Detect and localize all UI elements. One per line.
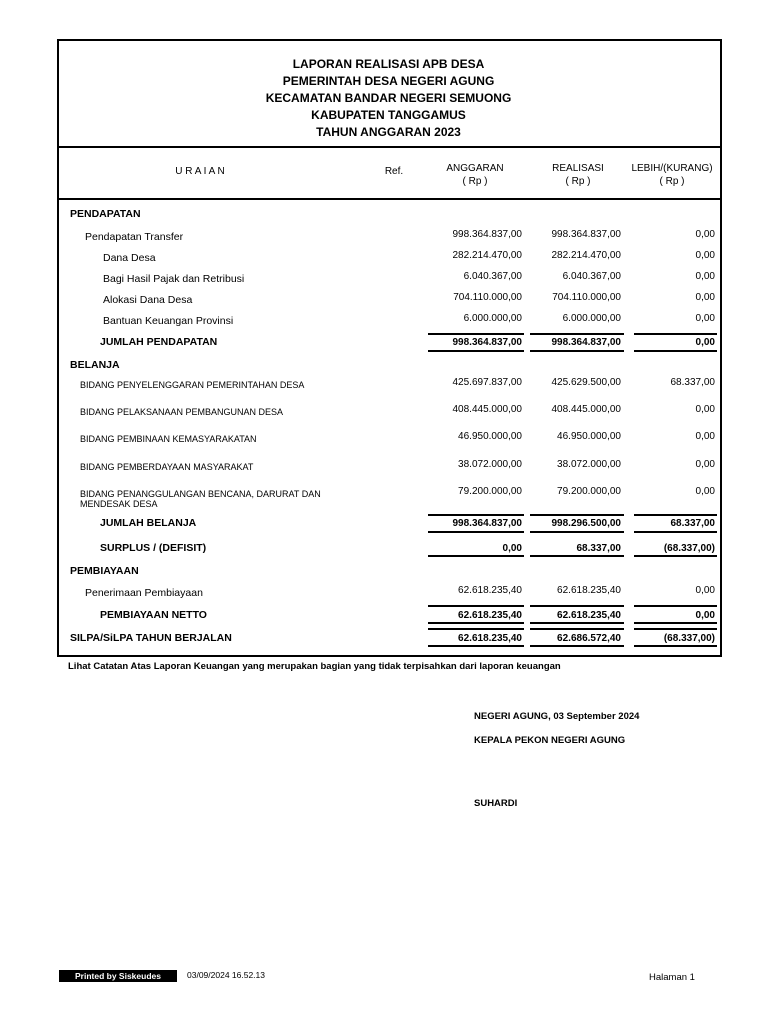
row-top-rule xyxy=(634,514,717,516)
row-bottom-rule xyxy=(530,622,624,624)
row-anggaran: 6.040.367,00 xyxy=(463,271,522,282)
report-year: TAHUN ANGGARAN 2023 xyxy=(316,125,461,139)
row-anggaran: 704.110.000,00 xyxy=(453,292,522,303)
row-top-rule xyxy=(634,333,717,335)
row-realisasi: 68.337,00 xyxy=(576,543,621,554)
row-bottom-rule xyxy=(634,555,717,557)
row-label: BIDANG PEMBERDAYAAN MASYARAKAT xyxy=(80,462,254,472)
signature-name: SUHARDI xyxy=(474,798,518,809)
row-label: BIDANG PENYELENGGARAN PEMERINTAHAN DESA xyxy=(80,380,305,390)
col-anggaran-unit: ( Rp ) xyxy=(462,176,488,187)
row-realisasi: 62.686.572,40 xyxy=(557,633,621,644)
row-label: BELANJA xyxy=(70,359,120,371)
row-label-continued: MENDESAK DESA xyxy=(80,499,158,509)
row-anggaran: 282.214.470,00 xyxy=(452,250,522,261)
row-anggaran: 998.364.837,00 xyxy=(452,337,522,348)
row-label: Bagi Hasil Pajak dan Retribusi xyxy=(103,273,245,285)
row-label: BIDANG PELAKSANAAN PEMBANGUNAN DESA xyxy=(80,407,284,417)
row-realisasi: 38.072.000,00 xyxy=(557,459,621,470)
row-bottom-rule xyxy=(428,531,524,533)
col-anggaran: ANGGARAN xyxy=(446,163,504,174)
row-selisih: 0,00 xyxy=(695,292,715,303)
col-selisih-unit: ( Rp ) xyxy=(659,176,685,187)
report-note: Lihat Catatan Atas Laporan Keuangan yang merupakan bagian yang tidak terpisahkan dari laporan keuangan xyxy=(68,661,561,672)
row-label: PENDAPATAN xyxy=(70,208,141,220)
row-anggaran: 998.364.837,00 xyxy=(452,518,522,529)
row-selisih: 0,00 xyxy=(695,337,715,348)
row-bottom-rule xyxy=(530,531,624,533)
row-bottom-rule xyxy=(530,555,624,557)
row-bottom-rule xyxy=(530,645,624,647)
row-anggaran: 408.445.000,00 xyxy=(452,404,522,415)
row-top-rule xyxy=(428,628,524,630)
row-selisih: 0,00 xyxy=(695,404,715,415)
report-government: PEMERINTAH DESA NEGERI AGUNG xyxy=(282,74,495,88)
row-label: PEMBIAYAAN xyxy=(70,565,139,577)
signature-place-date: NEGERI AGUNG, 03 September 2024 xyxy=(474,711,640,722)
row-anggaran: 79.200.000,00 xyxy=(458,486,522,497)
col-realisasi-unit: ( Rp ) xyxy=(565,176,591,187)
column-header-divider xyxy=(57,198,720,200)
row-anggaran: 62.618.235,40 xyxy=(458,610,522,621)
row-selisih: 0,00 xyxy=(695,313,715,324)
row-label: SILPA/SiLPA TAHUN BERJALAN xyxy=(70,632,232,644)
row-label: Pendapatan Transfer xyxy=(85,231,184,243)
row-selisih: 0,00 xyxy=(695,486,715,497)
row-anggaran: 38.072.000,00 xyxy=(458,459,522,470)
row-selisih: 0,00 xyxy=(695,271,715,282)
report-regency: KABUPATEN TANGGAMUS xyxy=(311,108,466,122)
signature-position: KEPALA PEKON NEGERI AGUNG xyxy=(474,735,626,746)
row-top-rule xyxy=(530,605,624,607)
col-uraian: U R A I A N xyxy=(175,166,225,177)
row-top-rule xyxy=(634,605,717,607)
row-top-rule xyxy=(530,514,624,516)
row-bottom-rule xyxy=(634,645,717,647)
row-label: SURPLUS / (DEFISIT) xyxy=(100,542,207,554)
row-anggaran: 62.618.235,40 xyxy=(458,633,522,644)
col-realisasi: REALISASI xyxy=(552,163,604,174)
row-realisasi: 282.214.470,00 xyxy=(551,250,621,261)
row-bottom-rule xyxy=(428,555,524,557)
row-anggaran: 62.618.235,40 xyxy=(458,585,522,596)
row-top-rule xyxy=(530,333,624,335)
row-realisasi: 6.040.367,00 xyxy=(562,271,621,282)
row-top-rule xyxy=(428,514,524,516)
row-realisasi: 408.445.000,00 xyxy=(551,404,621,415)
row-label: Bantuan Keuangan Provinsi xyxy=(103,315,234,327)
row-top-rule xyxy=(428,605,524,607)
row-realisasi: 998.364.837,00 xyxy=(551,229,621,240)
col-ref: Ref. xyxy=(384,166,404,177)
row-realisasi: 6.000.000,00 xyxy=(562,313,621,324)
row-realisasi: 425.629.500,00 xyxy=(551,377,621,388)
row-label: Dana Desa xyxy=(103,252,156,264)
row-bottom-rule xyxy=(634,622,717,624)
row-selisih: 0,00 xyxy=(695,229,715,240)
row-selisih: 68.337,00 xyxy=(670,518,715,529)
row-realisasi: 46.950.000,00 xyxy=(557,431,621,442)
row-bottom-rule xyxy=(428,645,524,647)
row-label: Alokasi Dana Desa xyxy=(103,294,193,306)
row-anggaran: 425.697.837,00 xyxy=(452,377,522,388)
col-selisih: LEBIH/(KURANG) xyxy=(631,163,713,174)
row-top-rule xyxy=(530,628,624,630)
header-divider xyxy=(57,146,720,148)
row-top-rule xyxy=(634,628,717,630)
row-selisih: 0,00 xyxy=(695,250,715,261)
row-realisasi: 998.296.500,00 xyxy=(551,518,621,529)
row-selisih: 0,00 xyxy=(695,585,715,596)
row-bottom-rule xyxy=(530,350,624,352)
row-selisih: 0,00 xyxy=(695,431,715,442)
report-title: LAPORAN REALISASI APB DESA xyxy=(292,57,485,71)
row-top-rule xyxy=(428,333,524,335)
row-realisasi: 998.364.837,00 xyxy=(551,337,621,348)
row-realisasi: 704.110.000,00 xyxy=(552,292,621,303)
row-realisasi: 79.200.000,00 xyxy=(557,486,621,497)
row-realisasi: 62.618.235,40 xyxy=(557,585,621,596)
row-label: Penerimaan Pembiayaan xyxy=(85,587,203,599)
row-anggaran: 6.000.000,00 xyxy=(463,313,522,324)
page-number: Halaman 1 xyxy=(649,972,695,983)
row-label: JUMLAH BELANJA xyxy=(100,517,197,529)
row-anggaran: 998.364.837,00 xyxy=(452,229,522,240)
row-label: JUMLAH PENDAPATAN xyxy=(100,336,218,348)
row-bottom-rule xyxy=(634,531,717,533)
row-selisih: (68.337,00) xyxy=(663,633,715,644)
row-realisasi: 62.618.235,40 xyxy=(557,610,621,621)
row-label: BIDANG PEMBINAAN KEMASYARAKATAN xyxy=(80,434,257,444)
row-anggaran: 46.950.000,00 xyxy=(458,431,522,442)
row-selisih: 0,00 xyxy=(695,459,715,470)
row-selisih: (68.337,00) xyxy=(663,543,715,554)
report-district: KECAMATAN BANDAR NEGERI SEMUONG xyxy=(265,91,512,105)
row-bottom-rule xyxy=(428,350,524,352)
row-bottom-rule xyxy=(634,350,717,352)
row-label: BIDANG PENANGGULANGAN BENCANA, DARURAT DAN xyxy=(80,489,321,499)
print-timestamp: 03/09/2024 16.52.13 xyxy=(187,970,265,980)
row-anggaran: 0,00 xyxy=(502,543,522,554)
row-label: PEMBIAYAAN NETTO xyxy=(100,609,207,621)
row-selisih: 68.337,00 xyxy=(670,377,715,388)
row-bottom-rule xyxy=(428,622,524,624)
row-selisih: 0,00 xyxy=(695,610,715,621)
printed-by-badge: Printed by Siskeudes xyxy=(59,970,177,982)
